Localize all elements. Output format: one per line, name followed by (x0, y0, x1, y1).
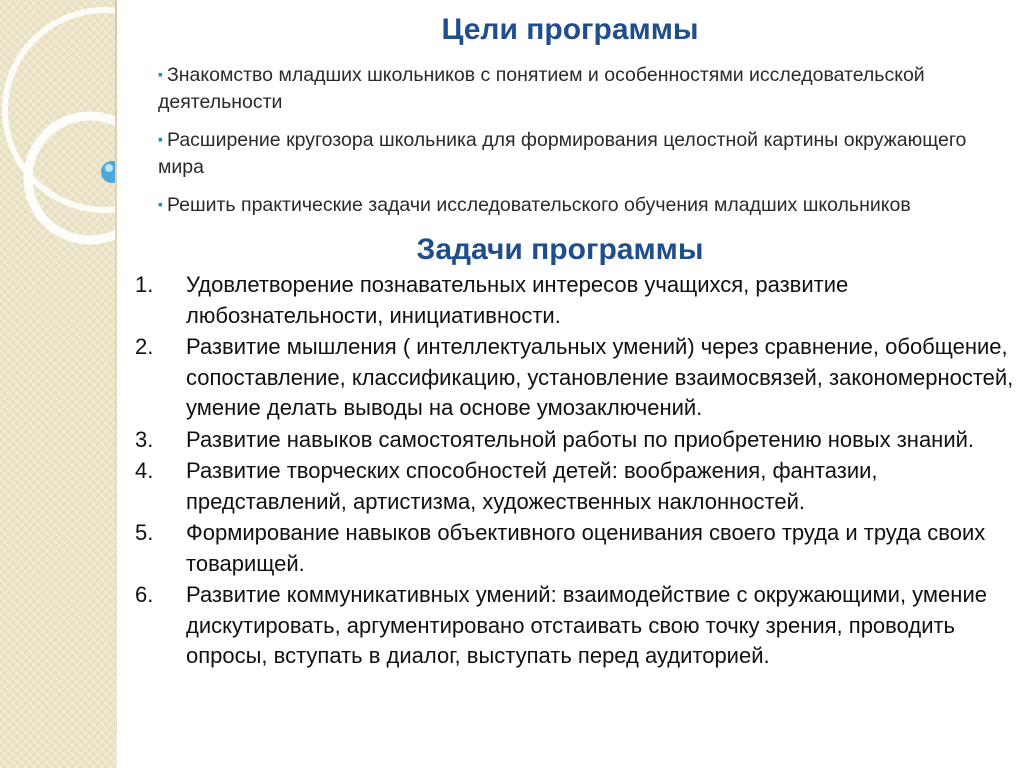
side-panel-divider (115, 0, 117, 768)
task-item (135, 518, 1015, 579)
tasks-list (135, 270, 1015, 673)
goal-text: Знакомство младших школьников с понятием и особенностями исследовательской деятельности (158, 64, 925, 113)
goals-list (158, 62, 1008, 231)
task-item (135, 425, 1015, 456)
task-item (135, 332, 1015, 424)
task-item (135, 580, 1015, 672)
tasks-heading: Задачи программы (416, 233, 704, 266)
task-text: Развитие коммуникативных умений: взаимодействие с окружающими, умение дискутировать, аргументировано отстаивать свою точку зрения, проводить опросы, вступать в диалог, выступать перед аудиторией. (186, 582, 987, 668)
square-bullet-icon: ▪ (158, 66, 163, 82)
task-item (135, 456, 1015, 517)
task-number: 5. (135, 520, 154, 545)
task-number: 3. (135, 426, 154, 452)
task-number: 4. (135, 458, 154, 483)
task-number: 2. (135, 334, 154, 359)
goal-item (158, 127, 1008, 180)
goal-item (158, 62, 1008, 115)
task-item (135, 270, 1015, 331)
task-text: Развитие мышления ( интеллектуальных умений) через сравнение, обобщение, сопоставление, классификацию, установление взаимосвязей, закономерностей, умение делать выводы на основе умозаключений. (186, 334, 1014, 420)
goal-text: Расширение кругозора школьника для формирования целостной картины окружающего мира (158, 129, 967, 178)
goal-text: Решить практические задачи исследовательского обучения младших школьников (166, 194, 911, 216)
task-text: Удовлетворение познавательных интересов учащихся, развитие любознательности, инициативности. (186, 272, 849, 328)
task-text: Формирование навыков объективного оценивания своего труда и труда своих товарищей. (186, 520, 986, 576)
square-bullet-icon: ▪ (158, 196, 163, 212)
square-bullet-icon: ▪ (158, 131, 163, 147)
decorative-circles-graphic (0, 0, 115, 768)
decorative-side-panel (0, 0, 115, 768)
task-number: 1. (135, 272, 154, 297)
slide-title: Цели программы (441, 13, 699, 46)
task-text: Развитие творческих способностей детей: воображения, фантазии, представлений, артистизма, художественных наклонностей. (186, 458, 878, 514)
goal-item (158, 192, 1008, 219)
task-text: Развитие навыков самостоятельной работы по приобретению новых знаний. (186, 426, 975, 452)
task-number: 6. (135, 582, 154, 607)
